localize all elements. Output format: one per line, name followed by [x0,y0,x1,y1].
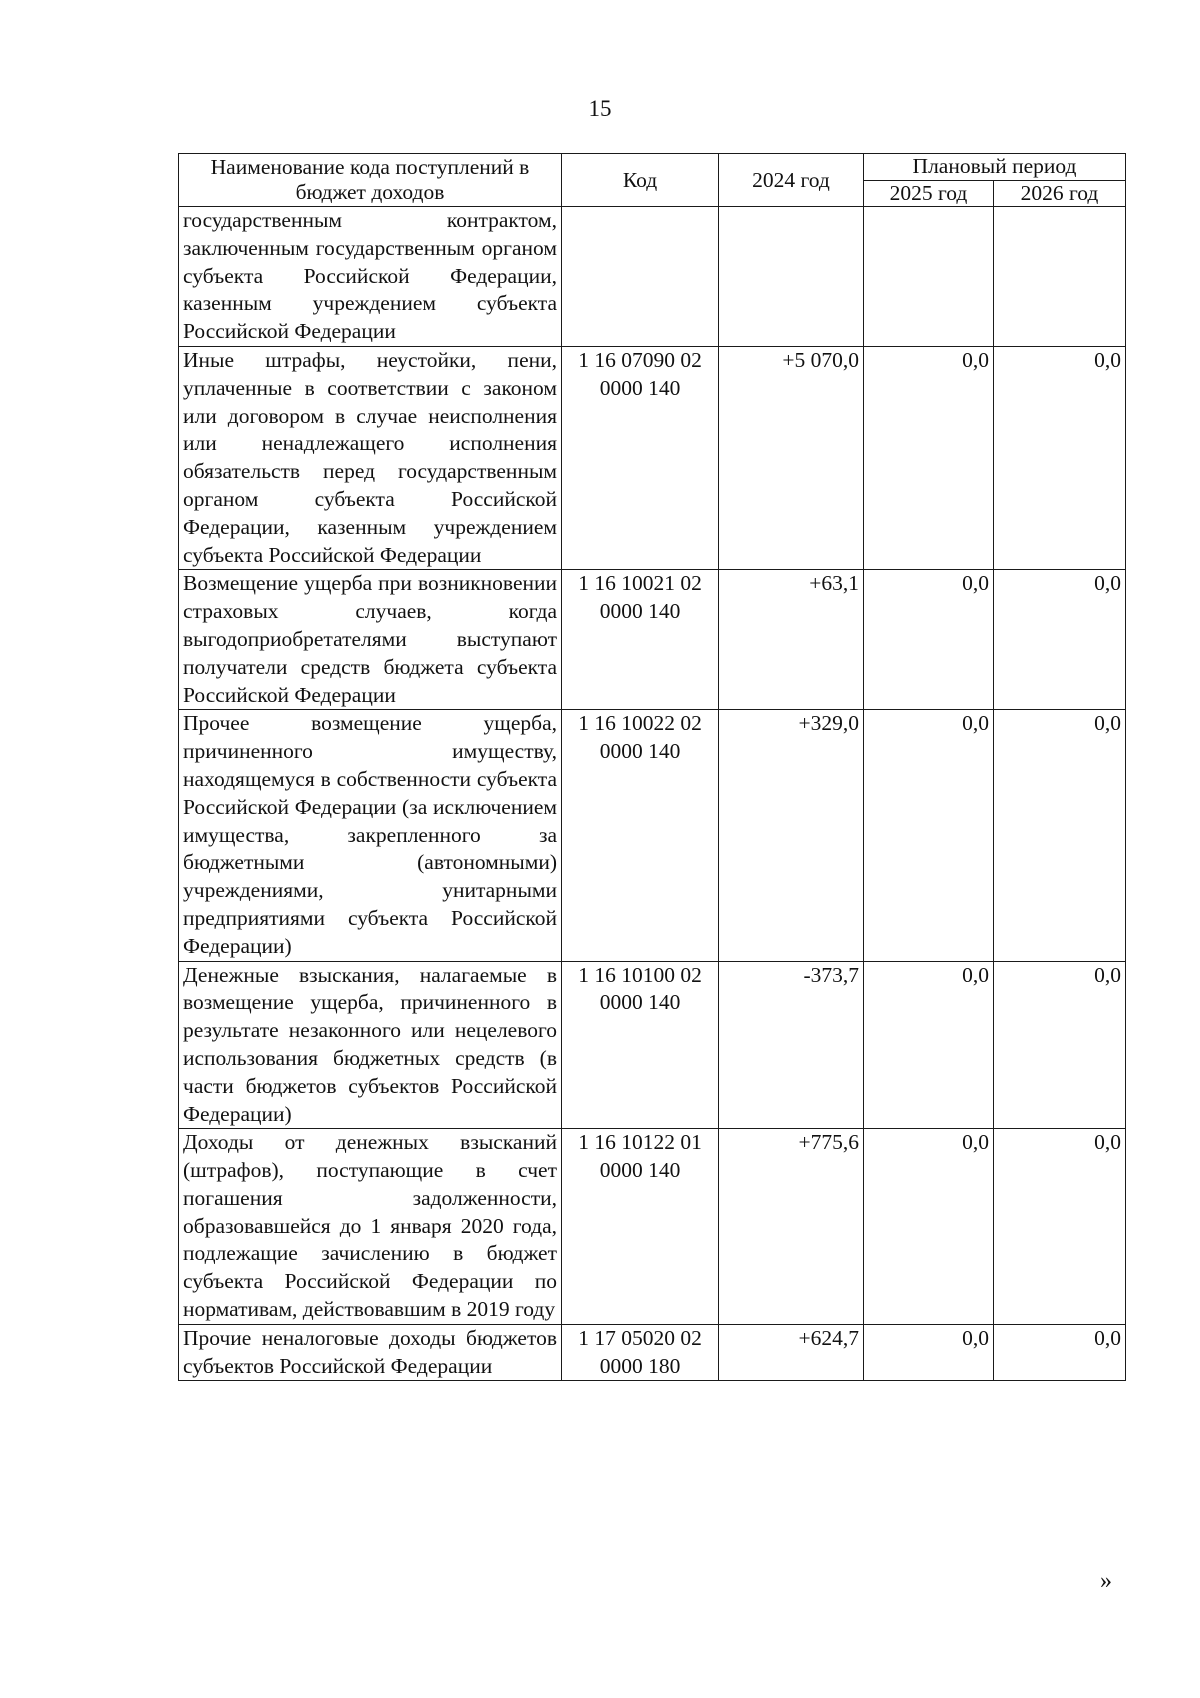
row-2025: 0,0 [864,961,994,1129]
row-name: Денежные взыскания, налагаемые в возмещение ущерба, причиненного в результате незаконного или нецелевого использования бюджетных средств (в части бюджетов субъектов Российской Федерации) [179,961,562,1129]
header-year-2024: 2024 год [719,154,864,207]
row-2024: +5 070,0 [719,346,864,569]
table-row [179,346,1126,569]
table-row [179,570,1126,710]
row-2024: +63,1 [719,570,864,710]
row-code [562,207,719,347]
table-row [179,1129,1126,1325]
table-row [179,207,1126,347]
row-2025: 0,0 [864,710,994,961]
table-row [179,1324,1126,1381]
row-name: государственным контрактом, заключенным государственным органом субъекта Российской Федерации, казенным учреждением субъекта Российской Федерации [179,207,562,347]
table-row [179,961,1126,1129]
row-2024: +775,6 [719,1129,864,1325]
row-2025: 0,0 [864,570,994,710]
header-name: Наименование кода поступлений в бюджет доходов [179,154,562,207]
row-name: Доходы от денежных взысканий (штрафов), поступающие в счет погашения задолженности, образовавшейся до 1 января 2020 года, подлежащие зачислению в бюджет субъекта Российской Федерации по нормативам, действовавшим в 2019 году [179,1129,562,1325]
row-2026: 0,0 [994,1129,1126,1325]
row-2026: 0,0 [994,961,1126,1129]
row-name: Иные штрафы, неустойки, пени, уплаченные в соответствии с законом или договором в случае неисполнения или ненадлежащего исполнения обязательств перед государственным органом субъекта Российской Федерации, казенным учреждением субъекта Российской Федерации [179,346,562,569]
row-2025: 0,0 [864,346,994,569]
row-2026: 0,0 [994,346,1126,569]
header-code: Код [562,154,719,207]
header-year-2025: 2025 год [864,180,994,207]
row-2026: 0,0 [994,1324,1126,1381]
row-name: Возмещение ущерба при возникновении страховых случаев, когда выгодоприобретателями выступают получатели средств бюджета субъекта Российской Федерации [179,570,562,710]
row-code: 1 16 10021 02 0000 140 [562,570,719,710]
row-code: 1 16 10100 02 0000 140 [562,961,719,1129]
row-code: 1 16 10122 01 0000 140 [562,1129,719,1325]
header-year-2026: 2026 год [994,180,1126,207]
row-code: 1 17 05020 02 0000 180 [562,1324,719,1381]
row-2024 [719,207,864,347]
row-2025: 0,0 [864,1129,994,1325]
row-2025: 0,0 [864,1324,994,1381]
row-2025 [864,207,994,347]
header-planned-period: Плановый период [864,154,1126,181]
row-name: Прочие неналоговые доходы бюджетов субъектов Российской Федерации [179,1324,562,1381]
table-header [179,154,1126,207]
table-body [179,207,1126,1381]
row-code: 1 16 07090 02 0000 140 [562,346,719,569]
page-number: 15 [588,96,612,121]
revenue-table [178,153,1126,1381]
row-name: Прочее возмещение ущерба, причиненного имуществу, находящемуся в собственности субъекта Российской Федерации (за исключением имущества, закрепленного за бюджетными (автономными) учреждениями, унитарными предприятиями субъекта Российской Федерации) [179,710,562,961]
row-2024: -373,7 [719,961,864,1129]
row-code: 1 16 10022 02 0000 140 [562,710,719,961]
row-2026: 0,0 [994,570,1126,710]
row-2026: 0,0 [994,710,1126,961]
row-2026 [994,207,1126,347]
table-row [179,710,1126,961]
closing-quote-mark: » [1100,1568,1112,1594]
row-2024: +624,7 [719,1324,864,1381]
row-2024: +329,0 [719,710,864,961]
